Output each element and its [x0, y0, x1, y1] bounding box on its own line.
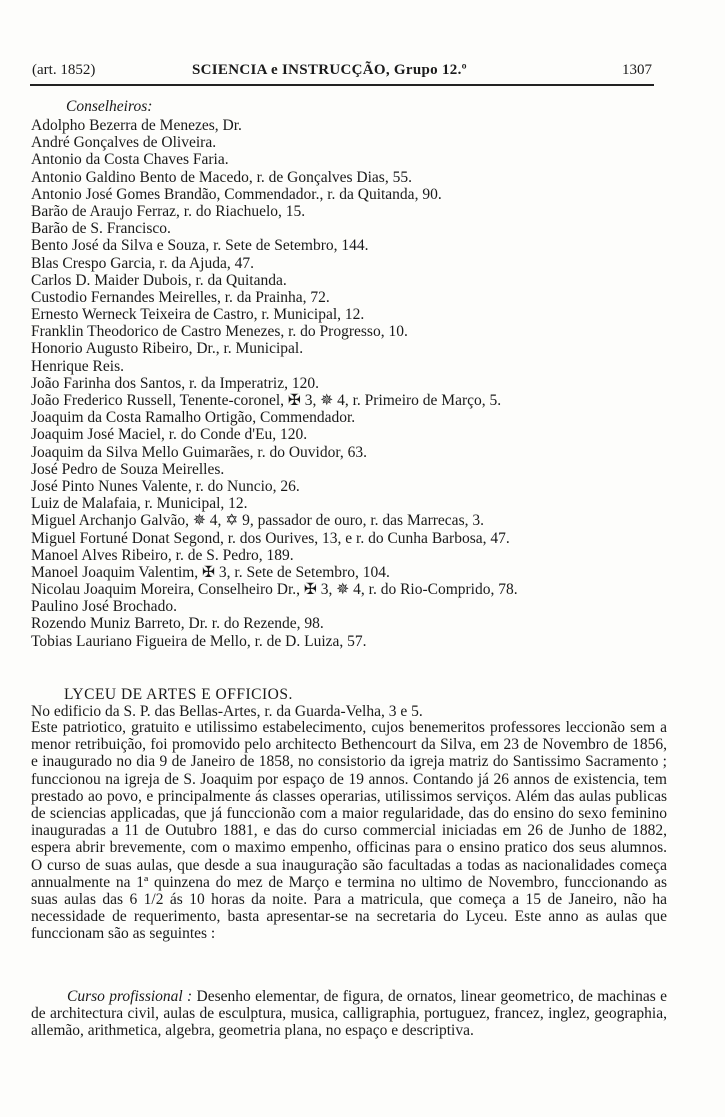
list-item: Tobias Lauriano Figueira de Mello, r. de D. Luiza, 57. — [31, 632, 367, 650]
list-item: Rozendo Muniz Barreto, Dr. r. do Rezende, 98. — [31, 615, 324, 633]
list-item: Franklin Theodorico de Castro Menezes, r. do Progresso, 10. — [31, 323, 408, 341]
list-item: João Farinha dos Santos, r. da Imperatriz, 120. — [31, 374, 319, 392]
section-address: No edificio da S. P. das Bellas-Artes, r. da Guarda-Velha, 3 e 5. — [31, 703, 423, 720]
list-item: Antonio da Costa Chaves Faria. — [31, 151, 229, 169]
list-item: Custodio Fernandes Meirelles, r. da Prainha, 72. — [31, 288, 330, 306]
list-item: José Pinto Nunes Valente, r. do Nuncio, 26. — [31, 477, 300, 495]
header-section-title: SCIENCIA e INSTRUCÇÃO, Grupo 12.º — [192, 62, 467, 78]
list-item: Luiz de Malafaia, r. Municipal, 12. — [31, 495, 248, 513]
list-item: Bento José da Silva e Souza, r. Sete de Setembro, 144. — [31, 237, 369, 255]
list-item: Henrique Reis. — [31, 357, 124, 375]
page-header — [32, 59, 652, 83]
list-item: Manoel Alves Ribeiro, r. de S. Pedro, 189. — [31, 546, 294, 564]
list-item: Paulino José Brochado. — [31, 598, 177, 616]
course-paragraph — [31, 988, 667, 1040]
list-item: João Frederico Russell, Tenente-coronel, ✠ 3, ✵ 4, r. Primeiro de Março, 5. — [31, 392, 502, 409]
list-item: Carlos D. Maider Dubois, r. da Quitanda. — [31, 271, 287, 289]
section-paragraph: Este patriotico, gratuito e utilissimo estabelecimento, cujos benemeritos professores leccionão sem a menor retribuição, foi promovido pelo architecto Bethencourt da Silva, em 23 de Novembro de 1856, e inaugurado no dia 9 de Janeiro de 1858, no consistorio da igreja matriz do Santissimo Sacramento ; funccionou na igreja de S. Joaquim por espaço de 19 annos. Contando já 26 annos de existencia, tem prestado ao povo, e principalmente ás classes operarias, utilissimos serviços. Além das aulas publicas de sciencias applicadas, que já funccionão com a maior regularidade, das do ensino do sexo feminino inauguradas a 11 de Outubro 1881, e das do curso commercial iniciadas em 26 de Junho de 1882, espera abrir brevemente, com o maximo empenho, officinas para o ensino pratico dos seus alumnos. O curso de suas aulas, que desde a sua inauguração são facultadas a todas as nacionalidades começa annualmente na 1ª quinzena do mez de Março e termina no ultimo de Novembro, funccionando as suas aulas das 6 1/2 ás 10 horas da noite. Para a matricula, que começa a 15 de Janeiro, não ha necessidade de requerimento, basta apresentar-se na secretaria do Lyceu. Este anno as aulas que funccionam são as seguintes : — [31, 719, 667, 943]
list-item: André Gonçalves de Oliveira. — [31, 134, 217, 152]
list-item: Joaquim da Silva Mello Guimarães, r. do Ouvidor, 63. — [31, 443, 368, 461]
header-article-ref: (art. 1852) — [32, 62, 96, 78]
list-item: José Pedro de Souza Meirelles. — [31, 460, 225, 478]
course-lead: Curso profissional : — [67, 988, 193, 1005]
course-text: Desenho elementar, de figura, de ornatos, linear geometrico, de machinas e de architectura civil, aulas de esculptura, musica, calligraphia, portuguez, francez, inglez, geographia, allemão, arithmetica, algebra, geometria plana, no espaço e descriptiva. — [31, 988, 667, 1040]
list-item: Antonio José Gomes Brandão, Commendador., r. da Quitanda, 90. — [31, 185, 442, 203]
list-item: Blas Crespo Garcia, r. da Ajuda, 47. — [31, 254, 254, 272]
list-title: Conselheiros: — [66, 98, 153, 115]
members-list — [31, 117, 671, 650]
header-rule — [30, 84, 654, 86]
list-item: Antonio Galdino Bento de Macedo, r. de Gonçalves Dias, 55. — [31, 168, 412, 186]
list-item: Adolpho Bezerra de Menezes, Dr. — [31, 117, 242, 134]
list-item: Joaquim José Maciel, r. do Conde d'Eu, 120. — [31, 426, 308, 444]
list-item: Manoel Joaquim Valentim, ✠ 3, r. Sete de Setembro, 104. — [31, 563, 390, 581]
header-page-number: 1307 — [622, 62, 652, 78]
list-item: Barão de Araujo Ferraz, r. do Riachuelo, 15. — [31, 202, 306, 220]
list-item: Miguel Archanjo Galvão, ✵ 4, ✡ 9, passador de ouro, r. das Marrecas, 3. — [31, 512, 484, 530]
list-item: Nicolau Joaquim Moreira, Conselheiro Dr., ✠ 3, ✵ 4, r. do Rio-Comprido, 78. — [31, 581, 518, 599]
list-item: Miguel Fortuné Donat Segond, r. dos Ourives, 13, e r. do Cunha Barbosa, 47. — [31, 529, 510, 547]
list-item: Honorio Augusto Ribeiro, Dr., r. Municipal. — [31, 340, 304, 358]
list-item: Ernesto Werneck Teixeira de Castro, r. Municipal, 12. — [31, 306, 365, 324]
list-item: Joaquim da Costa Ramalho Ortigão, Commendador. — [31, 409, 356, 427]
section-title: LYCEU DE ARTES E OFFICIOS. — [64, 686, 293, 703]
list-item: Barão de S. Francisco. — [31, 220, 171, 238]
